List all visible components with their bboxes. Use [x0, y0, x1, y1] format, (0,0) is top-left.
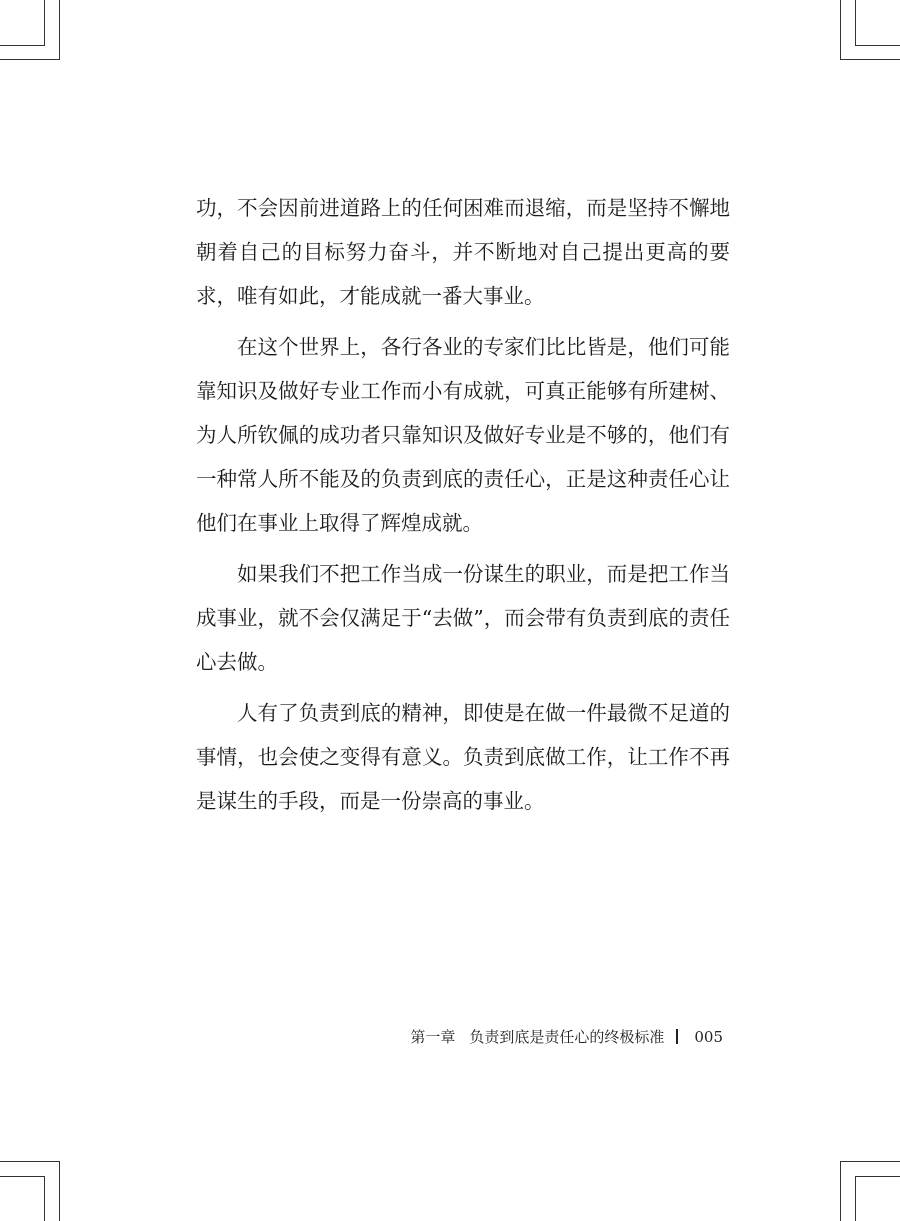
crop-mark-bottom-right-vertical [840, 1161, 841, 1221]
crop-mark-bottom-left-vertical [59, 1161, 60, 1221]
crop-mark-top-right-horizontal-inner [840, 59, 900, 60]
crop-mark-top-right-vertical [840, 0, 841, 60]
crop-mark-top-left-vertical [59, 0, 60, 60]
page-body [196, 186, 730, 830]
crop-mark-top-left-horizontal [0, 45, 45, 46]
paragraph-continued: 功，不会因前进道路上的任何困难而退缩，而是坚持不懈地朝着自己的目标努力奋斗，并不断地对自己提出更高的要求，唯有如此，才能成就一番大事业。 [196, 196, 730, 308]
page-number: 005 [694, 1027, 723, 1046]
crop-mark-top-left-horizontal-inner [0, 59, 59, 60]
crop-mark-top-left-vertical-inner [44, 0, 45, 45]
chapter-number: 第一章 [410, 1028, 456, 1046]
paragraph: 在这个世界上，各行各业的专家们比比皆是，他们可能靠知识及做好专业工作而小有成就，可真正能够有所建树、为人所钦佩的成功者只靠知识及做好专业是不够的，他们有一种常人所不能及的负责到底的责任心，正是这种责任心让他们在事业上取得了辉煌成就。 [196, 335, 730, 535]
crop-mark-bottom-right-horizontal-inner [840, 1161, 900, 1162]
running-footer [410, 1026, 723, 1047]
crop-mark-bottom-right-vertical-inner [855, 1176, 856, 1221]
footer-divider [676, 1029, 678, 1044]
paragraph: 如果我们不把工作当成一份谋生的职业，而是把工作当成事业，就不会仅满足于“去做”，而会带有负责到底的责任心去做。 [196, 562, 730, 674]
crop-mark-bottom-left-horizontal [0, 1176, 45, 1177]
crop-mark-bottom-left-horizontal-inner [0, 1161, 59, 1162]
chapter-title: 负责到底是责任心的终极标准 [469, 1028, 665, 1046]
crop-mark-bottom-left-vertical-inner [44, 1176, 45, 1221]
paragraph: 人有了负责到底的精神，即使是在做一件最微不足道的事情，也会使之变得有意义。负责到底做工作，让工作不再是谋生的手段，而是一份崇高的事业。 [196, 701, 730, 813]
crop-mark-bottom-right-horizontal [855, 1176, 900, 1177]
crop-mark-top-right-horizontal [855, 45, 900, 46]
crop-mark-top-right-vertical-inner [855, 0, 856, 45]
